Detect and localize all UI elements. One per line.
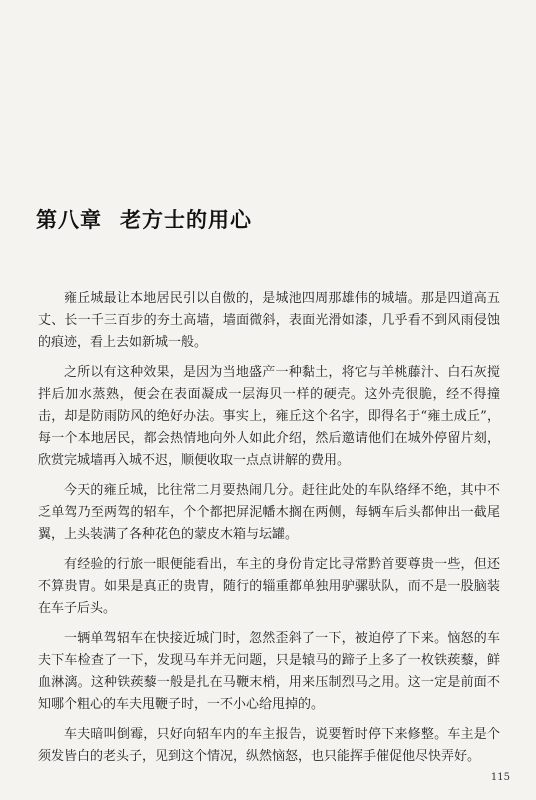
paragraph: 之所以有这种效果，是因为当地盛产一种黏土，将它与羊桃藤汁、白石灰搅拌后加水蒸熟，便会在表面凝成一层海贝一样的硬壳。这外壳很脆，经不得撞击，却是防雨防风的绝好办法。事实上，雍丘这个名字，即得名于“雍土成丘”，每一个本地居民，都会热情地向外人如此介绍，然后邀请他们在城外停留片刻，欣赏完城墙再入城不迟，顺便收取一点点讲解的费用。: [38, 365, 500, 468]
paragraph: 车夫暗叫倒霉，只好向轺车内的车主报告，说要暂时停下来修整。车主是个须发皆白的老头子，见到这个情况，纵然恼怒，也只能挥手催促他尽快弄好。: [38, 727, 500, 764]
paragraph: 雍丘城最让本地居民引以自傲的，是城池四周那雄伟的城墙。那是四道高五丈、长一千三百步的夯土高墙，墙面微斜，表面光滑如漆，几乎看不到风雨侵蚀的痕迹，看上去如新城一般。: [38, 291, 500, 350]
chapter-body: [38, 288, 500, 776]
paragraph: 有经验的行旅一眼便能看出，车主的身份肯定比寻常黔首要尊贵一些，但还不算贵胄。如果是真正的贵胄，随行的辎重都单独用驴骡驮队，而不是一股脑装在车子后头。: [38, 557, 500, 616]
chapter-title: [36, 204, 252, 234]
page-number: 115: [490, 772, 510, 783]
paragraph: 一辆单驾轺车在快接近城门时，忽然歪斜了一下，被迫停了下来。恼怒的车夫下车检查了一下，发现马车并无问题，只是辕马的蹄子上多了一枚铁蒺藜，鲜血淋漓。这种铁蒺藜一般是扎在马鞭末梢，用来压制烈马之用。这一定是前面不知哪个粗心的车夫甩鞭子时，一不小心给甩掉的。: [38, 631, 500, 712]
chapter-name: 老方士的用心: [120, 207, 252, 232]
paragraph: 今天的雍丘城，比往常二月要热闹几分。赶往此处的车队络绎不绝，其中不乏单驾乃至两驾的轺车，个个都把屏泥幡木搁在两侧，每辆车后头都伸出一截尾翼，上头装满了各种花色的蒙皮木箱与坛罐。: [38, 483, 500, 542]
chapter-number: 第八章: [36, 207, 102, 232]
